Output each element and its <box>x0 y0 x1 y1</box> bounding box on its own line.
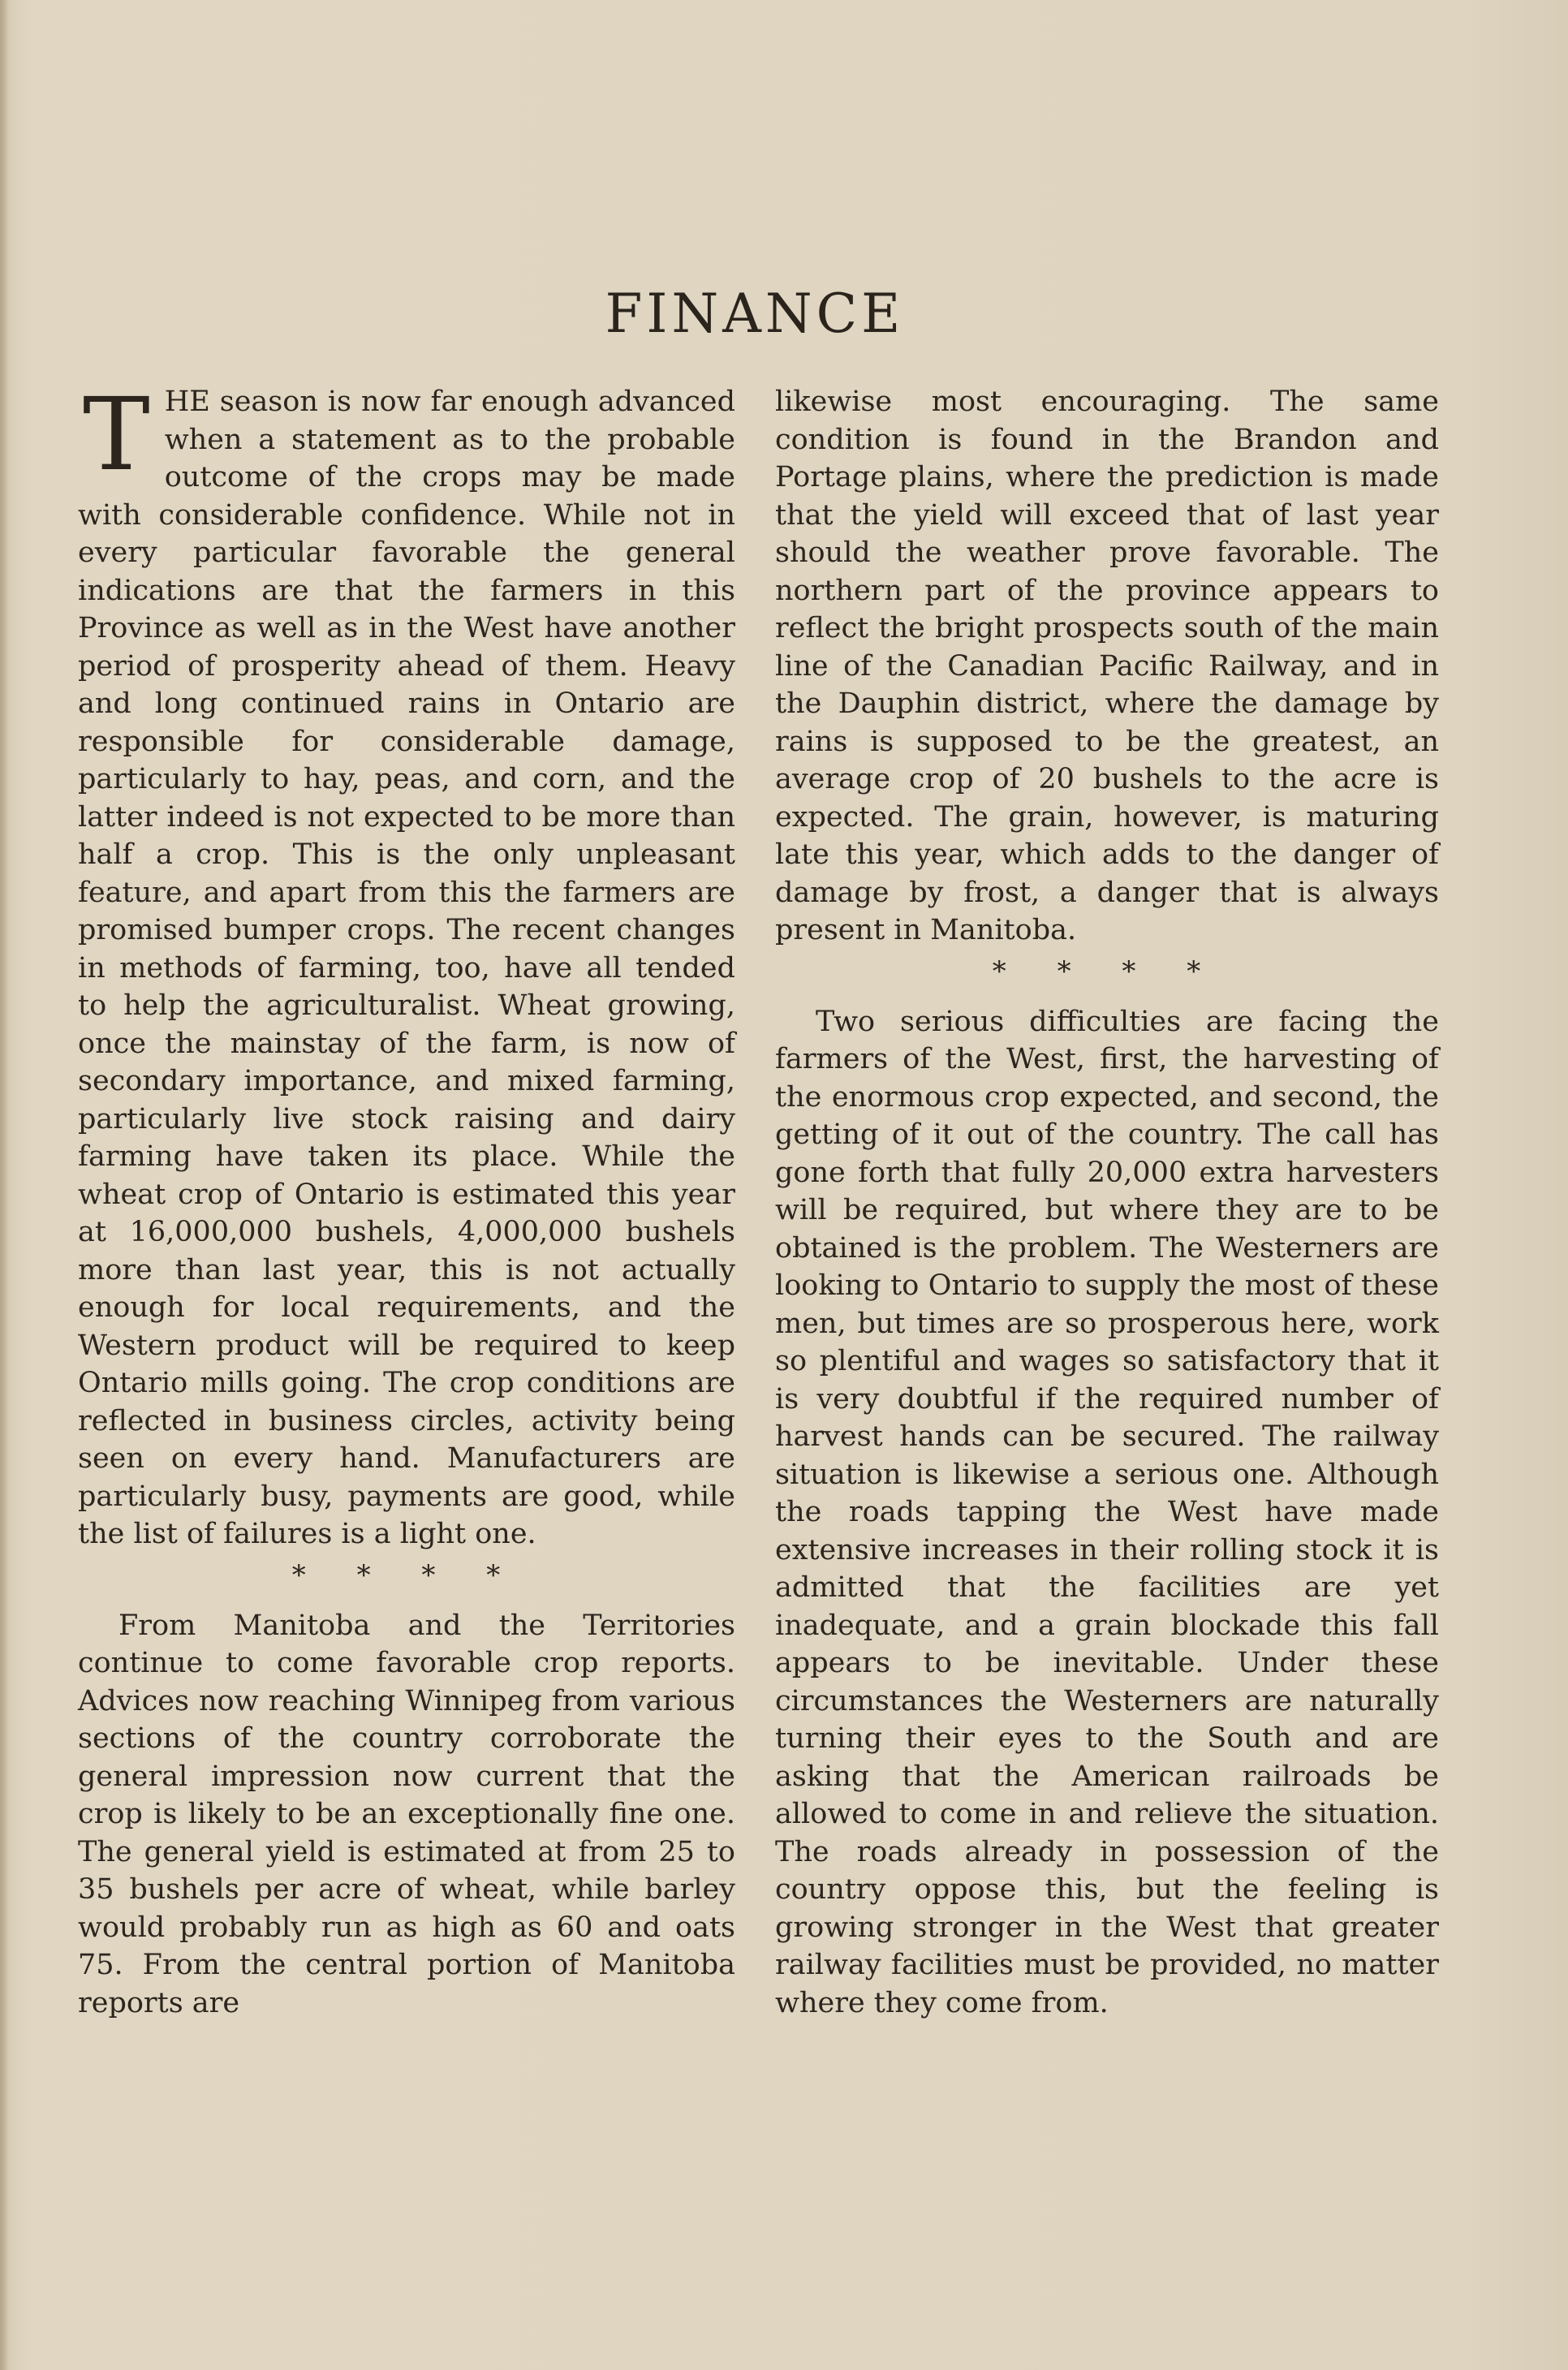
left-column <box>78 377 735 2022</box>
binding-shadow <box>0 0 8 2370</box>
left-paragraph-1-text: HE season is now far enough advanced when a statement as to the probable outcome of the crops may be made with considerable confidence. While not in every particular favorable the general indications are that the farmers in this Province as well as in the West have another period of prosperity ahead of them. Heavy and long continued rains in Ontario are responsible for considerable damage, particularly to hay, peas, and corn, and the latter indeed is not expected to be more than half a crop. This is the only unpleasant feature, and apart from this the farmers are promised bumper crops. The recent changes in methods of farming, too, have all tended to help the agriculturalist. Wheat growing, once the mainstay of the farm, is now of secondary importance, and mixed farming, particularly live stock raising and dairy farming have taken its place. While the wheat crop of Ontario is estimated this year at 16,000,000 bushels, 4,000,000 bushels more than last year, this is not actually enough for local requirements, and the Western product will be required to keep Ontario mills going. The crop conditions are reflected in business circles, activity being seen on every hand. Manufacturers are particularly busy, payments are good, while the list of failures is a light one. <box>78 386 735 1550</box>
left-paragraph-2: From Manitoba and the Territories continue to come favorable crop reports. Advices now reaching Winnipeg from various sections of the country corroborate the general impression now current that the crop is likely to be an exceptionally fine one. The general yield is estimated at from 25 to 35 bushels per acre of wheat, while barley would probably run as high as 60 and oats 75. From the central portion of Manitoba reports are <box>78 1609 735 2019</box>
right-paragraph-1: likewise most encouraging. The same condition is found in the Brandon and Portage plains, where the prediction is made that the yield will exceed that of last year should the weather prove favorable. The northern part of the province appears to reflect the bright prospects south of the main line of the Canadian Pacific Railway, and in the Dauphin district, where the damage by rains is supposed to be the greatest, an average crop of 20 bushels to the acre is expected. The grain, however, is maturing late this year, which adds to the danger of damage by frost, a danger that is always present in Manitoba. <box>775 386 1439 946</box>
section-separator: * * * * <box>992 954 1222 988</box>
left-paragraph-1 <box>78 377 735 1553</box>
page-title: FINANCE <box>605 282 905 345</box>
right-paragraph-2: Two serious difficulties are facing the farmers of the West, first, the harvesting of the enormous crop expected, and second, the getting of it out of the country. The call has gone forth that fully 20,000 extra harvesters will be required, but where they are to be obtained is the problem. The Westerners are looking to Ontario to supply the most of these men, but times are so prosperous here, work so plentiful and wages so satisfactory that it is very doubtful if the required number of harvest hands can be secured. The railway situation is likewise a serious one. Although the roads tapping the West have made extensive increases in their rolling stock it is admitted that the facilities are yet inadequate, and a grain blockade this fall appears to be inevitable. Under these circumstances the Westerners are naturally turning their eyes to the South and are asking that the American railroads be allowed to come in and relieve the situation. The roads already in possession of the country oppose this, but the feeling is growing stronger in the West that greater railway facilities must be provided, no matter where they come from. <box>775 1005 1439 2019</box>
section-separator: * * * * <box>291 1558 522 1592</box>
right-column <box>775 383 1439 2022</box>
drop-cap: T <box>83 377 150 493</box>
